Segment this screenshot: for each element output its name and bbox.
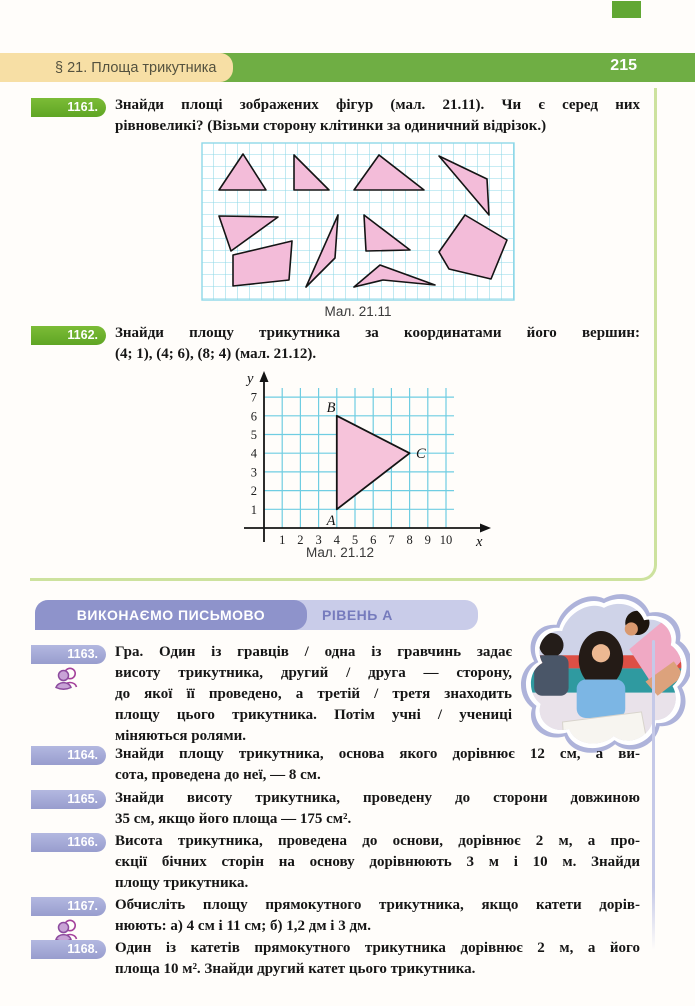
problem-badge-1162: 1162. xyxy=(31,326,106,345)
pair-work-icon xyxy=(53,666,81,691)
section-title: § 21. Площа трикутника xyxy=(55,59,217,76)
purple-section-frame xyxy=(652,640,655,950)
students-photo xyxy=(518,592,690,765)
text-line: Гра. Один із гравців / одна із гравчинь задає xyxy=(115,644,512,660)
text-line: Знайди площі зображених фігур (мал. 21.11). Чи є серед них xyxy=(115,97,640,113)
svg-text:5: 5 xyxy=(351,533,359,547)
problem-badge-1163: 1163. xyxy=(31,645,106,664)
problem-badge-1164: 1164. xyxy=(31,746,106,765)
photo-blob xyxy=(518,592,690,760)
text-line: висоту трикутника, другий / друга — сторону, xyxy=(115,665,512,681)
level-a-label: РІВЕНЬ А xyxy=(322,607,393,623)
problem-1164-text xyxy=(115,744,640,786)
problem-badge-1167: 1167. xyxy=(31,897,106,916)
svg-text:8: 8 xyxy=(406,533,413,547)
decor-green-square xyxy=(612,1,641,18)
problem-badge-1166: 1166. xyxy=(31,833,106,852)
text-line: сота, проведена до неї, — 8 см. xyxy=(115,767,321,783)
svg-text:1: 1 xyxy=(279,533,286,547)
figure-21-12-caption: Мал. 21.12 xyxy=(305,545,375,560)
svg-text:9: 9 xyxy=(424,533,431,547)
vertex-label-b: B xyxy=(326,400,336,416)
problem-badge-1165: 1165. xyxy=(31,790,106,809)
header-bar xyxy=(0,53,695,82)
vertex-label-a: A xyxy=(326,513,336,529)
text-line: площа 10 м². Знайди другий катет цього трикутника. xyxy=(115,961,476,977)
svg-text:6: 6 xyxy=(370,533,377,547)
text-line: міняються ролями. xyxy=(115,728,247,744)
coordinate-plot xyxy=(236,366,492,556)
svg-text:6: 6 xyxy=(250,409,257,424)
grid-shapes-figure xyxy=(201,142,515,302)
problem-1166-text xyxy=(115,831,640,894)
svg-text:7: 7 xyxy=(388,533,395,547)
text-line: Висота трикутника, проведена до основи, дорівнює 2 м, а про- xyxy=(115,833,640,849)
figure-21-11-caption: Мал. 21.11 xyxy=(324,304,392,319)
text-line: Знайди висоту трикутника, проведену до сторони довжиною xyxy=(115,790,640,806)
svg-text:3: 3 xyxy=(250,465,257,480)
svg-text:4: 4 xyxy=(333,533,340,547)
page-number: 215 xyxy=(610,57,637,74)
problem-1165-text xyxy=(115,788,640,830)
svg-text:5: 5 xyxy=(250,428,257,442)
text-line: площу цього трикутника. Потім учні / учениці xyxy=(115,707,512,723)
problem-1161-text xyxy=(115,95,640,137)
svg-text:1: 1 xyxy=(250,502,257,517)
text-line: Один із катетів прямокутного трикутника дорівнює 2 м, а його xyxy=(115,940,640,956)
text-line: 35 см, якщо його площа — 175 см². xyxy=(115,811,352,827)
problem-1167-text xyxy=(115,895,640,937)
figure-21-12 xyxy=(236,366,492,561)
svg-text:2: 2 xyxy=(250,484,257,499)
problem-badge-1168: 1168. xyxy=(31,940,106,959)
text-line: єкції бічних сторін на основу дорівнюють 3 м і 10 м. Знайди xyxy=(115,854,640,870)
written-work-label: ВИКОНАЄМО ПИСЬМОВО xyxy=(76,607,266,623)
figure-21-11 xyxy=(201,142,515,307)
svg-text:4: 4 xyxy=(250,446,257,461)
text-line: площу трикутника. xyxy=(115,875,249,891)
y-tick-labels xyxy=(251,391,258,517)
svg-text:3: 3 xyxy=(315,533,322,547)
text-line: нюють: а) 4 см і 11 см; б) 1,2 дм і 3 дм. xyxy=(115,918,372,934)
text-line: Знайди площу трикутника за координатами його вершин: xyxy=(115,325,640,341)
written-work-tab xyxy=(35,600,307,630)
section-title-tab xyxy=(0,53,233,82)
y-axis-label: y xyxy=(247,371,254,387)
text-line: (4; 1), (4; 6), (8; 4) (мал. 21.12). xyxy=(115,346,317,362)
svg-text:7: 7 xyxy=(250,390,257,405)
text-line: рівновеликі? (Візьми сторону клітинки за одиничний відрізок.) xyxy=(115,118,547,134)
vertex-label-c: C xyxy=(416,446,426,462)
svg-text:10: 10 xyxy=(439,533,453,547)
problem-1168-text xyxy=(115,938,640,980)
problem-1163-text xyxy=(115,642,512,747)
text-line: до якої її проведено, а третій / третя знаходить xyxy=(115,686,512,702)
text-line: Обчисліть площу прямокутного трикутника, якщо катети дорів- xyxy=(115,897,640,913)
problem-1162-text xyxy=(115,323,640,365)
problem-badge-1161: 1161. xyxy=(31,98,106,117)
y-axis-arrow xyxy=(260,371,269,382)
text-line: Знайди площу трикутника, основа якого дорівнює 12 см, а ви- xyxy=(115,746,640,762)
game-lead: Гра. xyxy=(115,644,144,660)
x-axis-arrow xyxy=(480,524,491,533)
x-axis-label: x xyxy=(476,534,483,550)
svg-text:2: 2 xyxy=(297,533,304,547)
